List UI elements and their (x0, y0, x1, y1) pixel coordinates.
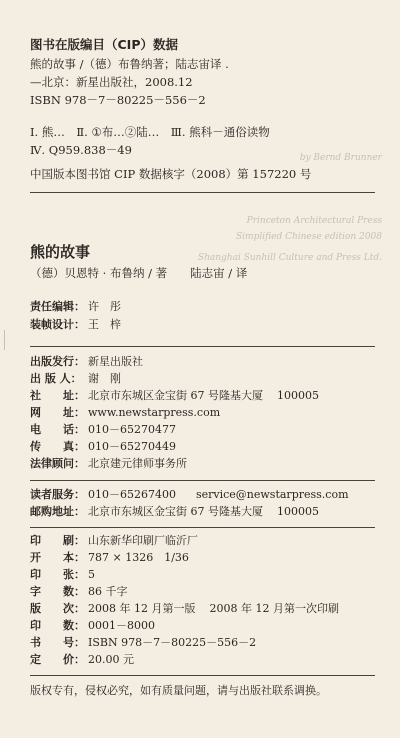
field-value: 谢 刚 (88, 372, 121, 385)
info-row (30, 534, 198, 548)
info-row (30, 423, 176, 437)
field-value: 787 × 1326 1/36 (88, 551, 189, 564)
field-value: 山东新华印刷厂临沂厂 (88, 534, 198, 547)
postal-code: 100005 (277, 505, 319, 518)
info-row (30, 619, 155, 633)
field-label: 电 话： (30, 423, 85, 436)
service-email: service@newstarpress.com (195, 488, 349, 501)
field-label: 社 址： (30, 389, 85, 402)
divider (30, 346, 375, 347)
info-row (30, 457, 187, 471)
cip-line: Ⅳ. Q959.838－49 (30, 143, 132, 157)
field-label: 出 版 人： (30, 372, 82, 385)
divider (30, 480, 375, 481)
field-value: 010－65270477 (88, 423, 176, 436)
field-value: 北京市东城区金宝街 67 号隆基大厦 (88, 505, 263, 518)
info-row (30, 602, 339, 616)
field-label: 版 次： (30, 602, 85, 615)
info-row (30, 568, 95, 582)
field-value: 许 彤 (88, 300, 121, 313)
field-value: 2008 年 12 月第一次印刷 (209, 602, 339, 615)
editor-row (30, 300, 121, 314)
field-label: 印 刷： (30, 534, 85, 547)
info-row (30, 653, 134, 667)
showthrough-text: Princeton Architectural Press (246, 216, 382, 226)
field-label: 责任编辑： (30, 300, 85, 313)
field-label: 传 真： (30, 440, 85, 453)
field-label: 法律顾问： (30, 457, 85, 470)
info-row (30, 636, 256, 650)
field-label: 印 张： (30, 568, 85, 581)
cip-isbn: ISBN 978－7－80225－556－2 (30, 93, 206, 107)
showthrough-text: Simplified Chinese edition 2008 (236, 232, 382, 242)
divider (30, 675, 375, 676)
cip-line: —北京：新星出版社，2008.12 (30, 75, 193, 89)
field-label: 装帧设计： (30, 318, 85, 331)
field-label: 开 本： (30, 551, 85, 564)
info-row (30, 440, 176, 454)
cip-heading: 图书在版编目（CIP）数据 (30, 37, 178, 52)
field-value: 北京市东城区金宝街 67 号隆基大厦 (88, 389, 263, 402)
field-label: 读者服务： (30, 488, 85, 501)
website-link: www.newstarpress.com (88, 406, 221, 419)
cip-line: 熊的故事 /（德）布鲁纳著；陆志宙译 . (30, 57, 229, 71)
divider (30, 527, 375, 528)
info-row (30, 551, 189, 565)
divider (30, 192, 375, 193)
info-row (30, 355, 143, 369)
info-row (30, 505, 319, 519)
book-title: 熊的故事 (30, 243, 91, 261)
info-row (30, 488, 349, 502)
edge-mark (4, 330, 11, 350)
book-authors: （德）贝恩特 · 布鲁纳 / 著 陆志宙 / 译 (30, 266, 248, 280)
isbn-value: ISBN 978－7－80225－556－2 (88, 636, 257, 649)
field-label: 邮购地址： (30, 505, 85, 518)
info-row (30, 372, 121, 386)
info-row (30, 389, 319, 403)
field-value: 新星出版社 (88, 355, 143, 368)
showthrough-text: by Bernd Brunner (299, 153, 382, 163)
field-value: 2008 年 12 月第一版 (88, 602, 196, 615)
field-label: 网 址： (30, 406, 85, 419)
postal-code: 100005 (277, 389, 319, 402)
field-value: 86 千字 (88, 585, 128, 598)
field-value: 北京建元律师事务所 (88, 457, 187, 470)
field-value: 王 梓 (88, 318, 121, 331)
field-label: 定 价： (30, 653, 85, 666)
field-value: 0001－8000 (88, 619, 155, 632)
cip-line: Ⅰ. 熊… Ⅱ. ①布…②陆… Ⅲ. 熊科－通俗读物 (30, 125, 270, 139)
price-value: 20.00 元 (88, 653, 134, 666)
field-value: 010－65267400 (88, 488, 176, 501)
field-label: 书 号： (30, 636, 85, 649)
field-label: 出版发行： (30, 355, 85, 368)
copyright-notice: 版权专有，侵权必究，如有质量问题，请与出版社联系调换。 (30, 684, 327, 697)
field-value: 010－65270449 (88, 440, 176, 453)
field-value: 5 (88, 568, 95, 581)
info-row (30, 406, 220, 420)
designer-row (30, 318, 121, 332)
info-row (30, 585, 128, 599)
field-label: 字 数： (30, 585, 85, 598)
field-label: 印 数： (30, 619, 85, 632)
cip-record-number: 中国版本图书馆 CIP 数据核字（2008）第 157220 号 (30, 167, 312, 181)
showthrough-text: Shanghai Sunhill Culture and Press Ltd. (197, 253, 382, 263)
